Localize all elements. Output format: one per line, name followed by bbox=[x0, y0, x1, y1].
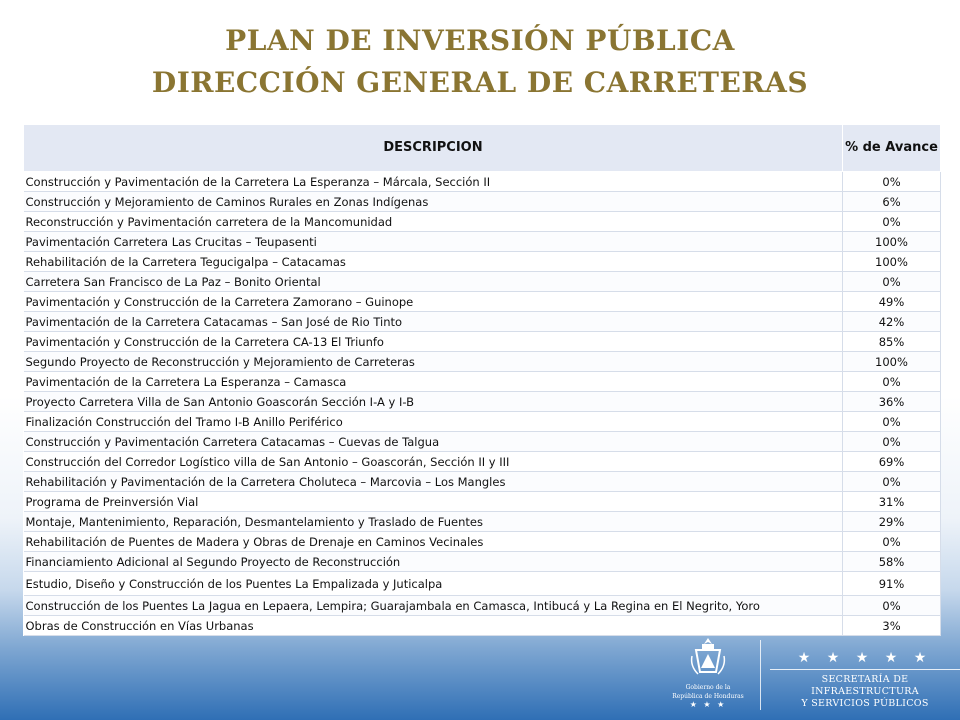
row-progress: 0% bbox=[843, 172, 941, 192]
header-description: DESCRIPCION bbox=[24, 125, 843, 172]
table-row bbox=[24, 492, 941, 512]
row-progress: 91% bbox=[843, 572, 941, 596]
table-row bbox=[24, 292, 941, 312]
row-description: Segundo Proyecto de Reconstrucción y Mejoramiento de Carreteras bbox=[24, 352, 843, 372]
row-progress: 3% bbox=[843, 616, 941, 636]
row-description: Estudio, Diseño y Construcción de los Puentes La Empalizada y Juticalpa bbox=[24, 572, 843, 596]
table-row bbox=[24, 432, 941, 452]
row-progress: 42% bbox=[843, 312, 941, 332]
row-progress: 0% bbox=[843, 432, 941, 452]
row-progress: 6% bbox=[843, 192, 941, 212]
coat-of-arms-icon bbox=[688, 636, 728, 678]
row-description: Construcción y Mejoramiento de Caminos Rurales en Zonas Indígenas bbox=[24, 192, 843, 212]
gobierno-label-2: República de Honduras bbox=[672, 693, 744, 700]
table-row bbox=[24, 412, 941, 432]
table-row bbox=[24, 232, 941, 252]
footer-divider bbox=[760, 640, 761, 710]
row-description: Proyecto Carretera Villa de San Antonio Goascorán Sección I-A y I-B bbox=[24, 392, 843, 412]
table-row bbox=[24, 172, 941, 192]
row-progress: 100% bbox=[843, 352, 941, 372]
page-title: PLAN DE INVERSIÓN PÚBLICA bbox=[225, 24, 735, 57]
row-description: Finalización Construcción del Tramo I-B Anillo Periférico bbox=[24, 412, 843, 432]
row-progress: 0% bbox=[843, 372, 941, 392]
row-description: Rehabilitación de Puentes de Madera y Obras de Drenaje en Caminos Vecinales bbox=[24, 532, 843, 552]
secretaria-stars: ★ ★ ★ ★ ★ bbox=[797, 650, 933, 666]
row-description: Pavimentación y Construcción de la Carretera Zamorano – Guinope bbox=[24, 292, 843, 312]
table-body bbox=[24, 172, 941, 636]
table-row bbox=[24, 312, 941, 332]
row-description: Pavimentación Carretera Las Crucitas – Teupasenti bbox=[24, 232, 843, 252]
row-progress: 0% bbox=[843, 596, 941, 616]
row-description: Pavimentación de la Carretera La Esperanza – Camasca bbox=[24, 372, 843, 392]
row-progress: 85% bbox=[843, 332, 941, 352]
header-progress: % de Avance bbox=[843, 125, 941, 172]
row-progress: 49% bbox=[843, 292, 941, 312]
table-header-row bbox=[24, 125, 941, 172]
table-row bbox=[24, 272, 941, 292]
table-row bbox=[24, 596, 941, 616]
row-progress: 29% bbox=[843, 512, 941, 532]
row-progress: 100% bbox=[843, 232, 941, 252]
table-row bbox=[24, 452, 941, 472]
row-description: Pavimentación de la Carretera Catacamas – San José de Rio Tinto bbox=[24, 312, 843, 332]
secretaria-label-1: SECRETARÍA DE INFRAESTRUCTURA bbox=[811, 674, 919, 697]
gobierno-label-1: Gobierno de la bbox=[685, 684, 731, 691]
row-description: Programa de Preinversión Vial bbox=[24, 492, 843, 512]
row-description: Carretera San Francisco de La Paz – Bonito Oriental bbox=[24, 272, 843, 292]
table-row bbox=[24, 392, 941, 412]
table-row bbox=[24, 252, 941, 272]
row-description: Construcción del Corredor Logístico villa de San Antonio – Goascorán, Sección II y III bbox=[24, 452, 843, 472]
secretaria-logo bbox=[770, 650, 960, 710]
gobierno-stars: ★ ★ ★ bbox=[689, 700, 727, 709]
row-description: Financiamiento Adicional al Segundo Proyecto de Reconstrucción bbox=[24, 552, 843, 572]
row-description: Reconstrucción y Pavimentación carretera de la Mancomunidad bbox=[24, 212, 843, 232]
table-row bbox=[24, 472, 941, 492]
investment-table bbox=[23, 124, 941, 636]
table-row bbox=[24, 512, 941, 532]
row-progress: 58% bbox=[843, 552, 941, 572]
gobierno-honduras-logo bbox=[668, 636, 748, 716]
row-description: Construcción de los Puentes La Jagua en Lepaera, Lempira; Guarajambala en Camasca, Intibucá y La Regina en El Negrito, Yoro bbox=[24, 596, 843, 616]
table-row bbox=[24, 332, 941, 352]
row-description: Obras de Construcción en Vías Urbanas bbox=[24, 616, 843, 636]
row-progress: 31% bbox=[843, 492, 941, 512]
table-row bbox=[24, 372, 941, 392]
row-description: Rehabilitación y Pavimentación de la Carretera Choluteca – Marcovia – Los Mangles bbox=[24, 472, 843, 492]
secretaria-label-2: Y SERVICIOS PÚBLICOS bbox=[801, 698, 929, 709]
table-row bbox=[24, 532, 941, 552]
row-description: Rehabilitación de la Carretera Tegucigalpa – Catacamas bbox=[24, 252, 843, 272]
row-progress: 0% bbox=[843, 212, 941, 232]
table-row bbox=[24, 572, 941, 596]
row-progress: 69% bbox=[843, 452, 941, 472]
row-description: Montaje, Mantenimiento, Reparación, Desmantelamiento y Traslado de Fuentes bbox=[24, 512, 843, 532]
table-row bbox=[24, 192, 941, 212]
row-progress: 0% bbox=[843, 532, 941, 552]
row-progress: 0% bbox=[843, 412, 941, 432]
row-progress: 0% bbox=[843, 272, 941, 292]
table-row bbox=[24, 552, 941, 572]
row-description: Pavimentación y Construcción de la Carretera CA-13 El Triunfo bbox=[24, 332, 843, 352]
table-row bbox=[24, 352, 941, 372]
row-progress: 36% bbox=[843, 392, 941, 412]
page-subtitle: DIRECCIÓN GENERAL DE CARRETERAS bbox=[151, 66, 809, 99]
table-row bbox=[24, 616, 941, 636]
table-row bbox=[24, 212, 941, 232]
row-description: Construcción y Pavimentación de la Carretera La Esperanza – Márcala, Sección II bbox=[24, 172, 843, 192]
secretaria-rule bbox=[770, 669, 960, 670]
row-progress: 100% bbox=[843, 252, 941, 272]
row-progress: 0% bbox=[843, 472, 941, 492]
row-description: Construcción y Pavimentación Carretera Catacamas – Cuevas de Talgua bbox=[24, 432, 843, 452]
